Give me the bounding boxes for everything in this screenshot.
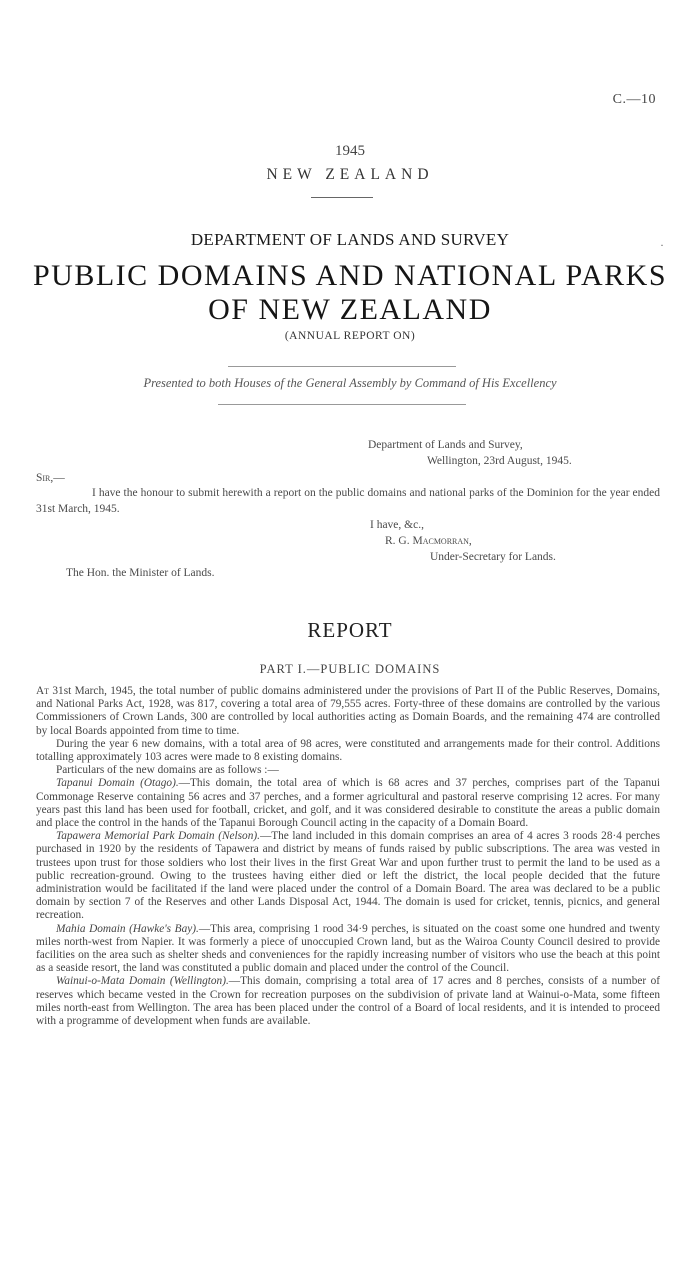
divider-upper: [228, 366, 456, 367]
letter-address-line1: Department of Lands and Survey,: [368, 439, 523, 451]
paragraph-particulars: Particulars of the new domains are as follows :—: [56, 764, 279, 777]
letter-body: I have the honour to submit herewith a report on the public domains and national parks of the Dominion for the year ended 31st March, 1945.: [36, 487, 660, 515]
part-heading: PART I.—PUBLIC DOMAINS: [259, 662, 441, 676]
paragraph-text: —This area, comprising 1 rood 34·9 perches, is situated on the coast some one hundred and twenty miles north-west from Napier. It was formerly a piece of unoccupied Crown land, but as the Wairoa County Council desired to provide facilities on the area such as shelter sheds and conveniences for the rapidly increasing number of visitors who use the beach at this point as a seaside resort, the land was constituted a public domain and placed under the control of the Council.: [36, 922, 660, 975]
domain-title: Mahia Domain (Hawke's Bay).: [56, 922, 199, 935]
presented-line: Presented to both Houses of the General Assembly by Command of His Excellency: [143, 376, 557, 390]
letter-closing: I have, &c.,: [370, 519, 424, 531]
annual-report-subtitle: (ANNUAL REPORT ON): [284, 330, 416, 342]
domain-title: Tapawera Memorial Park Domain (Nelson).: [56, 830, 260, 843]
divider-short: [311, 197, 373, 198]
letter-salutation: Sir,—: [36, 472, 65, 484]
paragraph-text: 31st March, 1945, the total number of public domains administered under the provisions of Part II of the Public Reserves, Domains, and National Parks Act, 1928, was 817, covering a total area of 79,555 acres. Forty-three of these domains are controlled by the various Commissioners of Crown Lands, 300 are controlled by local authorities acting as Domain Boards, and the remaining 474 are controlled by local Boards appointed from time to time.: [36, 685, 660, 737]
divider-lower: [218, 404, 466, 405]
paragraph-text: —This domain, comprising a total area of 17 acres and 8 perches, consists of a number of reserves which became vested in the Crown for recreation purposes on the subdivision of private land at Wainui-o-Mata, some fifteen miles north-east from Wellington. The area has been placed under the control of a Board of local residents, and it is intended to proceed with a programme of development when funds are available.: [36, 975, 661, 1028]
domain-title: Wainui-o-Mata Domain (Wellington).: [56, 975, 229, 988]
country-heading: NEW ZEALAND: [266, 166, 434, 183]
paragraph-mahia: [36, 923, 660, 976]
paragraph-wainui: [36, 975, 660, 1028]
paragraph-new-domains: During the year 6 new domains, with a total area of 98 acres, were constituted and arrangements made for their control. Additions totalling approximately 103 acres were made to 8 existing domains.: [36, 737, 660, 764]
paragraph-tapawera: [36, 830, 660, 922]
letter-signature-title: Under-Secretary for Lands.: [430, 551, 556, 563]
parliamentary-paper-reference: C.—10: [612, 92, 656, 107]
department-heading: DEPARTMENT OF LANDS AND SURVEY: [190, 230, 510, 249]
letter-recipient: The Hon. the Minister of Lands.: [66, 567, 215, 579]
letter-address-line2: Wellington, 23rd August, 1945.: [427, 455, 572, 467]
paragraph-lead-word: At: [36, 685, 50, 697]
report-body: [36, 685, 660, 1028]
domain-title: Tapanui Domain (Otago).: [56, 777, 179, 790]
report-heading: REPORT: [307, 618, 393, 642]
paragraph-tapanui: [36, 777, 660, 830]
paragraph-text: —The land included in this domain comprises an area of 4 acres 3 roods 28·4 perches purchased in 1920 by the residents of Tapawera and district by means of funds raised by public subscriptions. The area was vested in trustees upon trust for those soldiers who lost their lives in the first Great War and upon further trust to permit the land to be used as a public recreation-ground. Owing to the trustees having either died or left the district, the local people decided that the future administration would be facilitated if the land were placed under the control of a Domain Board. The area was declared to be a public domain by section 7 of the Reserves and other Lands Disposal Act, 1944. The domain is used for cricket, tennis, picnics, and general recreation.: [36, 830, 660, 922]
paragraph-totals: [36, 685, 660, 738]
letter-signature: R. G. Macmorran,: [385, 535, 472, 547]
report-title-line1: PUBLIC DOMAINS AND NATIONAL PARKS: [32, 259, 668, 292]
margin-mark: ·: [660, 238, 664, 252]
report-year: 1945: [335, 143, 365, 159]
report-title-line2: OF NEW ZEALAND: [208, 293, 492, 326]
paragraph-text: —This domain, the total area of which is 68 acres and 37 perches, comprises part of the Tapanui Commonage Reserve containing 56 acres and 37 perches, and a former agricultural and pastoral reserve comprising 12 acres. For many years past this land has been used for football, cricket, and golf, and it was considered desirable to constitute the areas a public domain and place the control in the hands of the Tapanui Borough Council acting in the capacity of a Domain Board.: [36, 777, 660, 830]
